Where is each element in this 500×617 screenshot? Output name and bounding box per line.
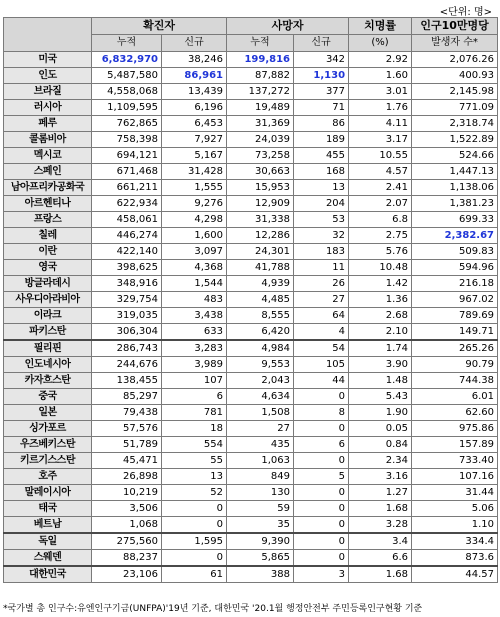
death-new-cell: 44	[294, 373, 349, 389]
conf-cum-cell: 286,743	[92, 340, 162, 357]
per100k-cell: 699.33	[412, 212, 498, 228]
country-cell: 미국	[4, 52, 92, 68]
conf-cum-cell: 57,576	[92, 421, 162, 437]
death-cum-cell: 435	[227, 437, 294, 453]
per100k-cell: 6.01	[412, 389, 498, 405]
fatality-cell: 1.68	[349, 501, 412, 517]
conf-cum-cell: 138,455	[92, 373, 162, 389]
per100k-cell: 509.83	[412, 244, 498, 260]
per100k-cell: 975.86	[412, 421, 498, 437]
death-new-cell: 11	[294, 260, 349, 276]
fatality-cell: 2.07	[349, 196, 412, 212]
table-row	[4, 373, 498, 389]
fatality-cell: 1.76	[349, 100, 412, 116]
conf-cum-cell: 1,068	[92, 517, 162, 534]
table-row	[4, 340, 498, 357]
conf-new-cell: 554	[162, 437, 227, 453]
table-row	[4, 566, 498, 583]
death-new-cell: 71	[294, 100, 349, 116]
death-new-cell: 64	[294, 308, 349, 324]
per100k-cell: 1,138.06	[412, 180, 498, 196]
death-new-cell: 4	[294, 324, 349, 341]
table-row	[4, 501, 498, 517]
conf-new-cell: 0	[162, 550, 227, 567]
header-deaths-new: 신규	[294, 35, 349, 52]
country-cell: 파키스탄	[4, 324, 92, 341]
death-new-cell: 8	[294, 405, 349, 421]
conf-new-cell: 3,097	[162, 244, 227, 260]
conf-new-cell: 781	[162, 405, 227, 421]
death-cum-cell: 19,489	[227, 100, 294, 116]
country-cell: 멕시코	[4, 148, 92, 164]
fatality-cell: 3.4	[349, 533, 412, 550]
table-row	[4, 100, 498, 116]
conf-cum-cell: 51,789	[92, 437, 162, 453]
table-row	[4, 469, 498, 485]
table-row	[4, 421, 498, 437]
death-new-cell: 183	[294, 244, 349, 260]
fatality-cell: 5.76	[349, 244, 412, 260]
per100k-cell: 107.16	[412, 469, 498, 485]
conf-cum-cell: 10,219	[92, 485, 162, 501]
death-new-cell: 5	[294, 469, 349, 485]
death-new-cell: 0	[294, 389, 349, 405]
conf-cum-cell: 694,121	[92, 148, 162, 164]
country-cell: 방글라데시	[4, 276, 92, 292]
death-cum-cell: 35	[227, 517, 294, 534]
conf-new-cell: 61	[162, 566, 227, 583]
conf-new-cell: 1,555	[162, 180, 227, 196]
conf-new-cell: 1,544	[162, 276, 227, 292]
table-row	[4, 533, 498, 550]
death-cum-cell: 137,272	[227, 84, 294, 100]
header-per100k-line1: 인구10만명당	[412, 18, 498, 35]
per100k-cell: 1,381.23	[412, 196, 498, 212]
country-cell: 말레이시아	[4, 485, 92, 501]
header-deaths: 사망자	[227, 18, 349, 35]
country-cell: 남아프리카공화국	[4, 180, 92, 196]
conf-cum-cell: 88,237	[92, 550, 162, 567]
fatality-cell: 2.34	[349, 453, 412, 469]
conf-new-cell: 3,989	[162, 357, 227, 373]
conf-cum-cell: 446,274	[92, 228, 162, 244]
death-cum-cell: 9,553	[227, 357, 294, 373]
fatality-cell: 1.48	[349, 373, 412, 389]
conf-cum-cell: 275,560	[92, 533, 162, 550]
per100k-cell: 789.69	[412, 308, 498, 324]
fatality-cell: 3.16	[349, 469, 412, 485]
fatality-cell: 4.57	[349, 164, 412, 180]
per100k-cell: 1.10	[412, 517, 498, 534]
death-cum-cell: 31,338	[227, 212, 294, 228]
table-row	[4, 292, 498, 308]
conf-new-cell: 0	[162, 517, 227, 534]
country-cell: 중국	[4, 389, 92, 405]
conf-new-cell: 7,927	[162, 132, 227, 148]
table-row	[4, 485, 498, 501]
per100k-cell: 1,522.89	[412, 132, 498, 148]
table-row	[4, 148, 498, 164]
death-cum-cell: 59	[227, 501, 294, 517]
conf-cum-cell: 762,865	[92, 116, 162, 132]
country-cell: 키르기스스탄	[4, 453, 92, 469]
death-cum-cell: 24,301	[227, 244, 294, 260]
conf-new-cell: 4,368	[162, 260, 227, 276]
table-row	[4, 68, 498, 84]
conf-new-cell: 107	[162, 373, 227, 389]
country-cell: 태국	[4, 501, 92, 517]
country-cell: 이란	[4, 244, 92, 260]
per100k-cell: 1,447.13	[412, 164, 498, 180]
country-cell: 베트남	[4, 517, 92, 534]
country-cell: 칠레	[4, 228, 92, 244]
fatality-cell: 3.90	[349, 357, 412, 373]
conf-cum-cell: 319,035	[92, 308, 162, 324]
conf-cum-cell: 306,304	[92, 324, 162, 341]
table-row	[4, 453, 498, 469]
conf-new-cell: 5,167	[162, 148, 227, 164]
table-row	[4, 357, 498, 373]
conf-new-cell: 6,453	[162, 116, 227, 132]
death-new-cell: 6	[294, 437, 349, 453]
header-fatality-unit: (%)	[349, 35, 412, 52]
conf-cum-cell: 398,625	[92, 260, 162, 276]
per100k-cell: 967.02	[412, 292, 498, 308]
conf-cum-cell: 622,934	[92, 196, 162, 212]
death-cum-cell: 12,286	[227, 228, 294, 244]
conf-new-cell: 55	[162, 453, 227, 469]
fatality-cell: 1.60	[349, 68, 412, 84]
death-cum-cell: 4,634	[227, 389, 294, 405]
conf-new-cell: 18	[162, 421, 227, 437]
death-new-cell: 26	[294, 276, 349, 292]
fatality-cell: 1.74	[349, 340, 412, 357]
conf-cum-cell: 348,916	[92, 276, 162, 292]
country-cell: 독일	[4, 533, 92, 550]
table-body	[4, 52, 498, 583]
death-cum-cell: 130	[227, 485, 294, 501]
table-row	[4, 212, 498, 228]
death-new-cell: 3	[294, 566, 349, 583]
country-cell: 인도네시아	[4, 357, 92, 373]
conf-cum-cell: 4,558,068	[92, 84, 162, 100]
conf-cum-cell: 244,676	[92, 357, 162, 373]
death-new-cell: 1,130	[294, 68, 349, 84]
per100k-cell: 873.6	[412, 550, 498, 567]
fatality-cell: 10.55	[349, 148, 412, 164]
conf-cum-cell: 79,438	[92, 405, 162, 421]
death-cum-cell: 24,039	[227, 132, 294, 148]
country-cell: 일본	[4, 405, 92, 421]
death-new-cell: 189	[294, 132, 349, 148]
country-cell: 싱가포르	[4, 421, 92, 437]
table-row	[4, 308, 498, 324]
country-cell: 아르헨티나	[4, 196, 92, 212]
conf-cum-cell: 422,140	[92, 244, 162, 260]
death-new-cell: 53	[294, 212, 349, 228]
conf-cum-cell: 85,297	[92, 389, 162, 405]
death-new-cell: 377	[294, 84, 349, 100]
death-new-cell: 54	[294, 340, 349, 357]
death-cum-cell: 9,390	[227, 533, 294, 550]
fatality-cell: 3.28	[349, 517, 412, 534]
per100k-cell: 524.66	[412, 148, 498, 164]
country-cell: 콜롬비아	[4, 132, 92, 148]
death-cum-cell: 4,485	[227, 292, 294, 308]
conf-cum-cell: 329,754	[92, 292, 162, 308]
conf-new-cell: 3,283	[162, 340, 227, 357]
death-cum-cell: 31,369	[227, 116, 294, 132]
death-new-cell: 13	[294, 180, 349, 196]
fatality-cell: 1.36	[349, 292, 412, 308]
country-cell: 스웨덴	[4, 550, 92, 567]
conf-cum-cell: 45,471	[92, 453, 162, 469]
per100k-cell: 31.44	[412, 485, 498, 501]
fatality-cell: 1.90	[349, 405, 412, 421]
country-cell: 이라크	[4, 308, 92, 324]
unit-label: <단위: 명>	[439, 7, 492, 18]
conf-new-cell: 483	[162, 292, 227, 308]
per100k-cell: 2,076.26	[412, 52, 498, 68]
per100k-cell: 157.89	[412, 437, 498, 453]
fatality-cell: 10.48	[349, 260, 412, 276]
per100k-cell: 44.57	[412, 566, 498, 583]
death-new-cell: 0	[294, 517, 349, 534]
conf-new-cell: 1,600	[162, 228, 227, 244]
fatality-cell: 0.84	[349, 437, 412, 453]
death-cum-cell: 8,555	[227, 308, 294, 324]
conf-cum-cell: 23,106	[92, 566, 162, 583]
death-cum-cell: 5,865	[227, 550, 294, 567]
conf-new-cell: 9,276	[162, 196, 227, 212]
fatality-cell: 0.05	[349, 421, 412, 437]
per100k-cell: 149.71	[412, 324, 498, 341]
death-new-cell: 0	[294, 453, 349, 469]
fatality-cell: 1.42	[349, 276, 412, 292]
per100k-cell: 2,145.98	[412, 84, 498, 100]
death-cum-cell: 27	[227, 421, 294, 437]
per100k-cell: 334.4	[412, 533, 498, 550]
death-cum-cell: 4,939	[227, 276, 294, 292]
table-row	[4, 164, 498, 180]
death-cum-cell: 4,984	[227, 340, 294, 357]
header-confirmed-cumulative: 누적	[92, 35, 162, 52]
fatality-cell: 3.01	[349, 84, 412, 100]
conf-new-cell: 1,595	[162, 533, 227, 550]
table-row	[4, 405, 498, 421]
death-cum-cell: 388	[227, 566, 294, 583]
death-new-cell: 204	[294, 196, 349, 212]
death-new-cell: 455	[294, 148, 349, 164]
per100k-cell: 400.93	[412, 68, 498, 84]
table-row	[4, 550, 498, 567]
per100k-cell: 594.96	[412, 260, 498, 276]
death-new-cell: 0	[294, 501, 349, 517]
conf-new-cell: 6,196	[162, 100, 227, 116]
death-cum-cell: 849	[227, 469, 294, 485]
table-row	[4, 196, 498, 212]
per100k-cell: 733.40	[412, 453, 498, 469]
fatality-cell: 6.6	[349, 550, 412, 567]
country-cell: 사우디아라비아	[4, 292, 92, 308]
death-new-cell: 0	[294, 550, 349, 567]
conf-cum-cell: 5,487,580	[92, 68, 162, 84]
footnote: *국가별 총 인구수:유엔인구기금(UNFPA)'19년 기준, 대한민국 '20.1월 행정안전부 주민등록인구현황 기준	[3, 604, 423, 614]
death-new-cell: 0	[294, 533, 349, 550]
header-confirmed: 확진자	[92, 18, 227, 35]
conf-cum-cell: 458,061	[92, 212, 162, 228]
fatality-cell: 1.27	[349, 485, 412, 501]
conf-cum-cell: 671,468	[92, 164, 162, 180]
table-row	[4, 52, 498, 68]
death-cum-cell: 1,063	[227, 453, 294, 469]
table-row	[4, 389, 498, 405]
fatality-cell: 6.8	[349, 212, 412, 228]
country-cell: 페루	[4, 116, 92, 132]
per100k-cell: 265.26	[412, 340, 498, 357]
per100k-cell: 216.18	[412, 276, 498, 292]
death-new-cell: 0	[294, 485, 349, 501]
death-cum-cell: 199,816	[227, 52, 294, 68]
per100k-cell: 2,318.74	[412, 116, 498, 132]
covid-stats-table	[3, 17, 498, 583]
table-row	[4, 228, 498, 244]
country-cell: 카자흐스탄	[4, 373, 92, 389]
death-cum-cell: 41,788	[227, 260, 294, 276]
death-new-cell: 342	[294, 52, 349, 68]
conf-cum-cell: 1,109,595	[92, 100, 162, 116]
per100k-cell: 90.79	[412, 357, 498, 373]
country-cell: 대한민국	[4, 566, 92, 583]
conf-new-cell: 0	[162, 501, 227, 517]
header-deaths-cumulative: 누적	[227, 35, 294, 52]
country-cell: 영국	[4, 260, 92, 276]
table-row	[4, 437, 498, 453]
country-cell: 스페인	[4, 164, 92, 180]
country-cell: 필리핀	[4, 340, 92, 357]
death-new-cell: 27	[294, 292, 349, 308]
conf-new-cell: 633	[162, 324, 227, 341]
fatality-cell: 3.17	[349, 132, 412, 148]
death-new-cell: 32	[294, 228, 349, 244]
death-new-cell: 168	[294, 164, 349, 180]
death-new-cell: 86	[294, 116, 349, 132]
country-cell: 러시아	[4, 100, 92, 116]
conf-new-cell: 4,298	[162, 212, 227, 228]
conf-cum-cell: 661,211	[92, 180, 162, 196]
conf-cum-cell: 26,898	[92, 469, 162, 485]
header-country-blank	[4, 18, 92, 52]
fatality-cell: 2.10	[349, 324, 412, 341]
death-cum-cell: 12,909	[227, 196, 294, 212]
table-row	[4, 324, 498, 341]
table-row	[4, 244, 498, 260]
death-cum-cell: 6,420	[227, 324, 294, 341]
death-cum-cell: 30,663	[227, 164, 294, 180]
conf-cum-cell: 3,506	[92, 501, 162, 517]
covid-stats-table-wrapper	[3, 17, 497, 583]
fatality-cell: 5.43	[349, 389, 412, 405]
conf-new-cell: 86,961	[162, 68, 227, 84]
conf-cum-cell: 758,398	[92, 132, 162, 148]
table-row	[4, 84, 498, 100]
table-row	[4, 116, 498, 132]
table-row	[4, 276, 498, 292]
conf-new-cell: 31,428	[162, 164, 227, 180]
fatality-cell: 4.11	[349, 116, 412, 132]
header-fatality: 치명률	[349, 18, 412, 35]
per100k-cell: 2,382.67	[412, 228, 498, 244]
table-header	[4, 18, 498, 52]
per100k-cell: 771.09	[412, 100, 498, 116]
death-new-cell: 105	[294, 357, 349, 373]
death-cum-cell: 73,258	[227, 148, 294, 164]
conf-new-cell: 13,439	[162, 84, 227, 100]
conf-new-cell: 3,438	[162, 308, 227, 324]
table-row	[4, 132, 498, 148]
death-cum-cell: 2,043	[227, 373, 294, 389]
conf-new-cell: 52	[162, 485, 227, 501]
conf-cum-cell: 6,832,970	[92, 52, 162, 68]
death-new-cell: 0	[294, 421, 349, 437]
country-cell: 우즈베키스탄	[4, 437, 92, 453]
country-cell: 호주	[4, 469, 92, 485]
table-row	[4, 517, 498, 534]
header-per100k-line2: 발생자 수*	[412, 35, 498, 52]
death-cum-cell: 15,953	[227, 180, 294, 196]
country-cell: 브라질	[4, 84, 92, 100]
death-cum-cell: 1,508	[227, 405, 294, 421]
fatality-cell: 2.92	[349, 52, 412, 68]
per100k-cell: 5.06	[412, 501, 498, 517]
fatality-cell: 2.68	[349, 308, 412, 324]
country-cell: 프랑스	[4, 212, 92, 228]
fatality-cell: 1.68	[349, 566, 412, 583]
death-cum-cell: 87,882	[227, 68, 294, 84]
per100k-cell: 62.60	[412, 405, 498, 421]
conf-new-cell: 6	[162, 389, 227, 405]
fatality-cell: 2.75	[349, 228, 412, 244]
fatality-cell: 2.41	[349, 180, 412, 196]
per100k-cell: 744.38	[412, 373, 498, 389]
header-confirmed-new: 신규	[162, 35, 227, 52]
table-row	[4, 180, 498, 196]
conf-new-cell: 13	[162, 469, 227, 485]
country-cell: 인도	[4, 68, 92, 84]
conf-new-cell: 38,246	[162, 52, 227, 68]
table-row	[4, 260, 498, 276]
